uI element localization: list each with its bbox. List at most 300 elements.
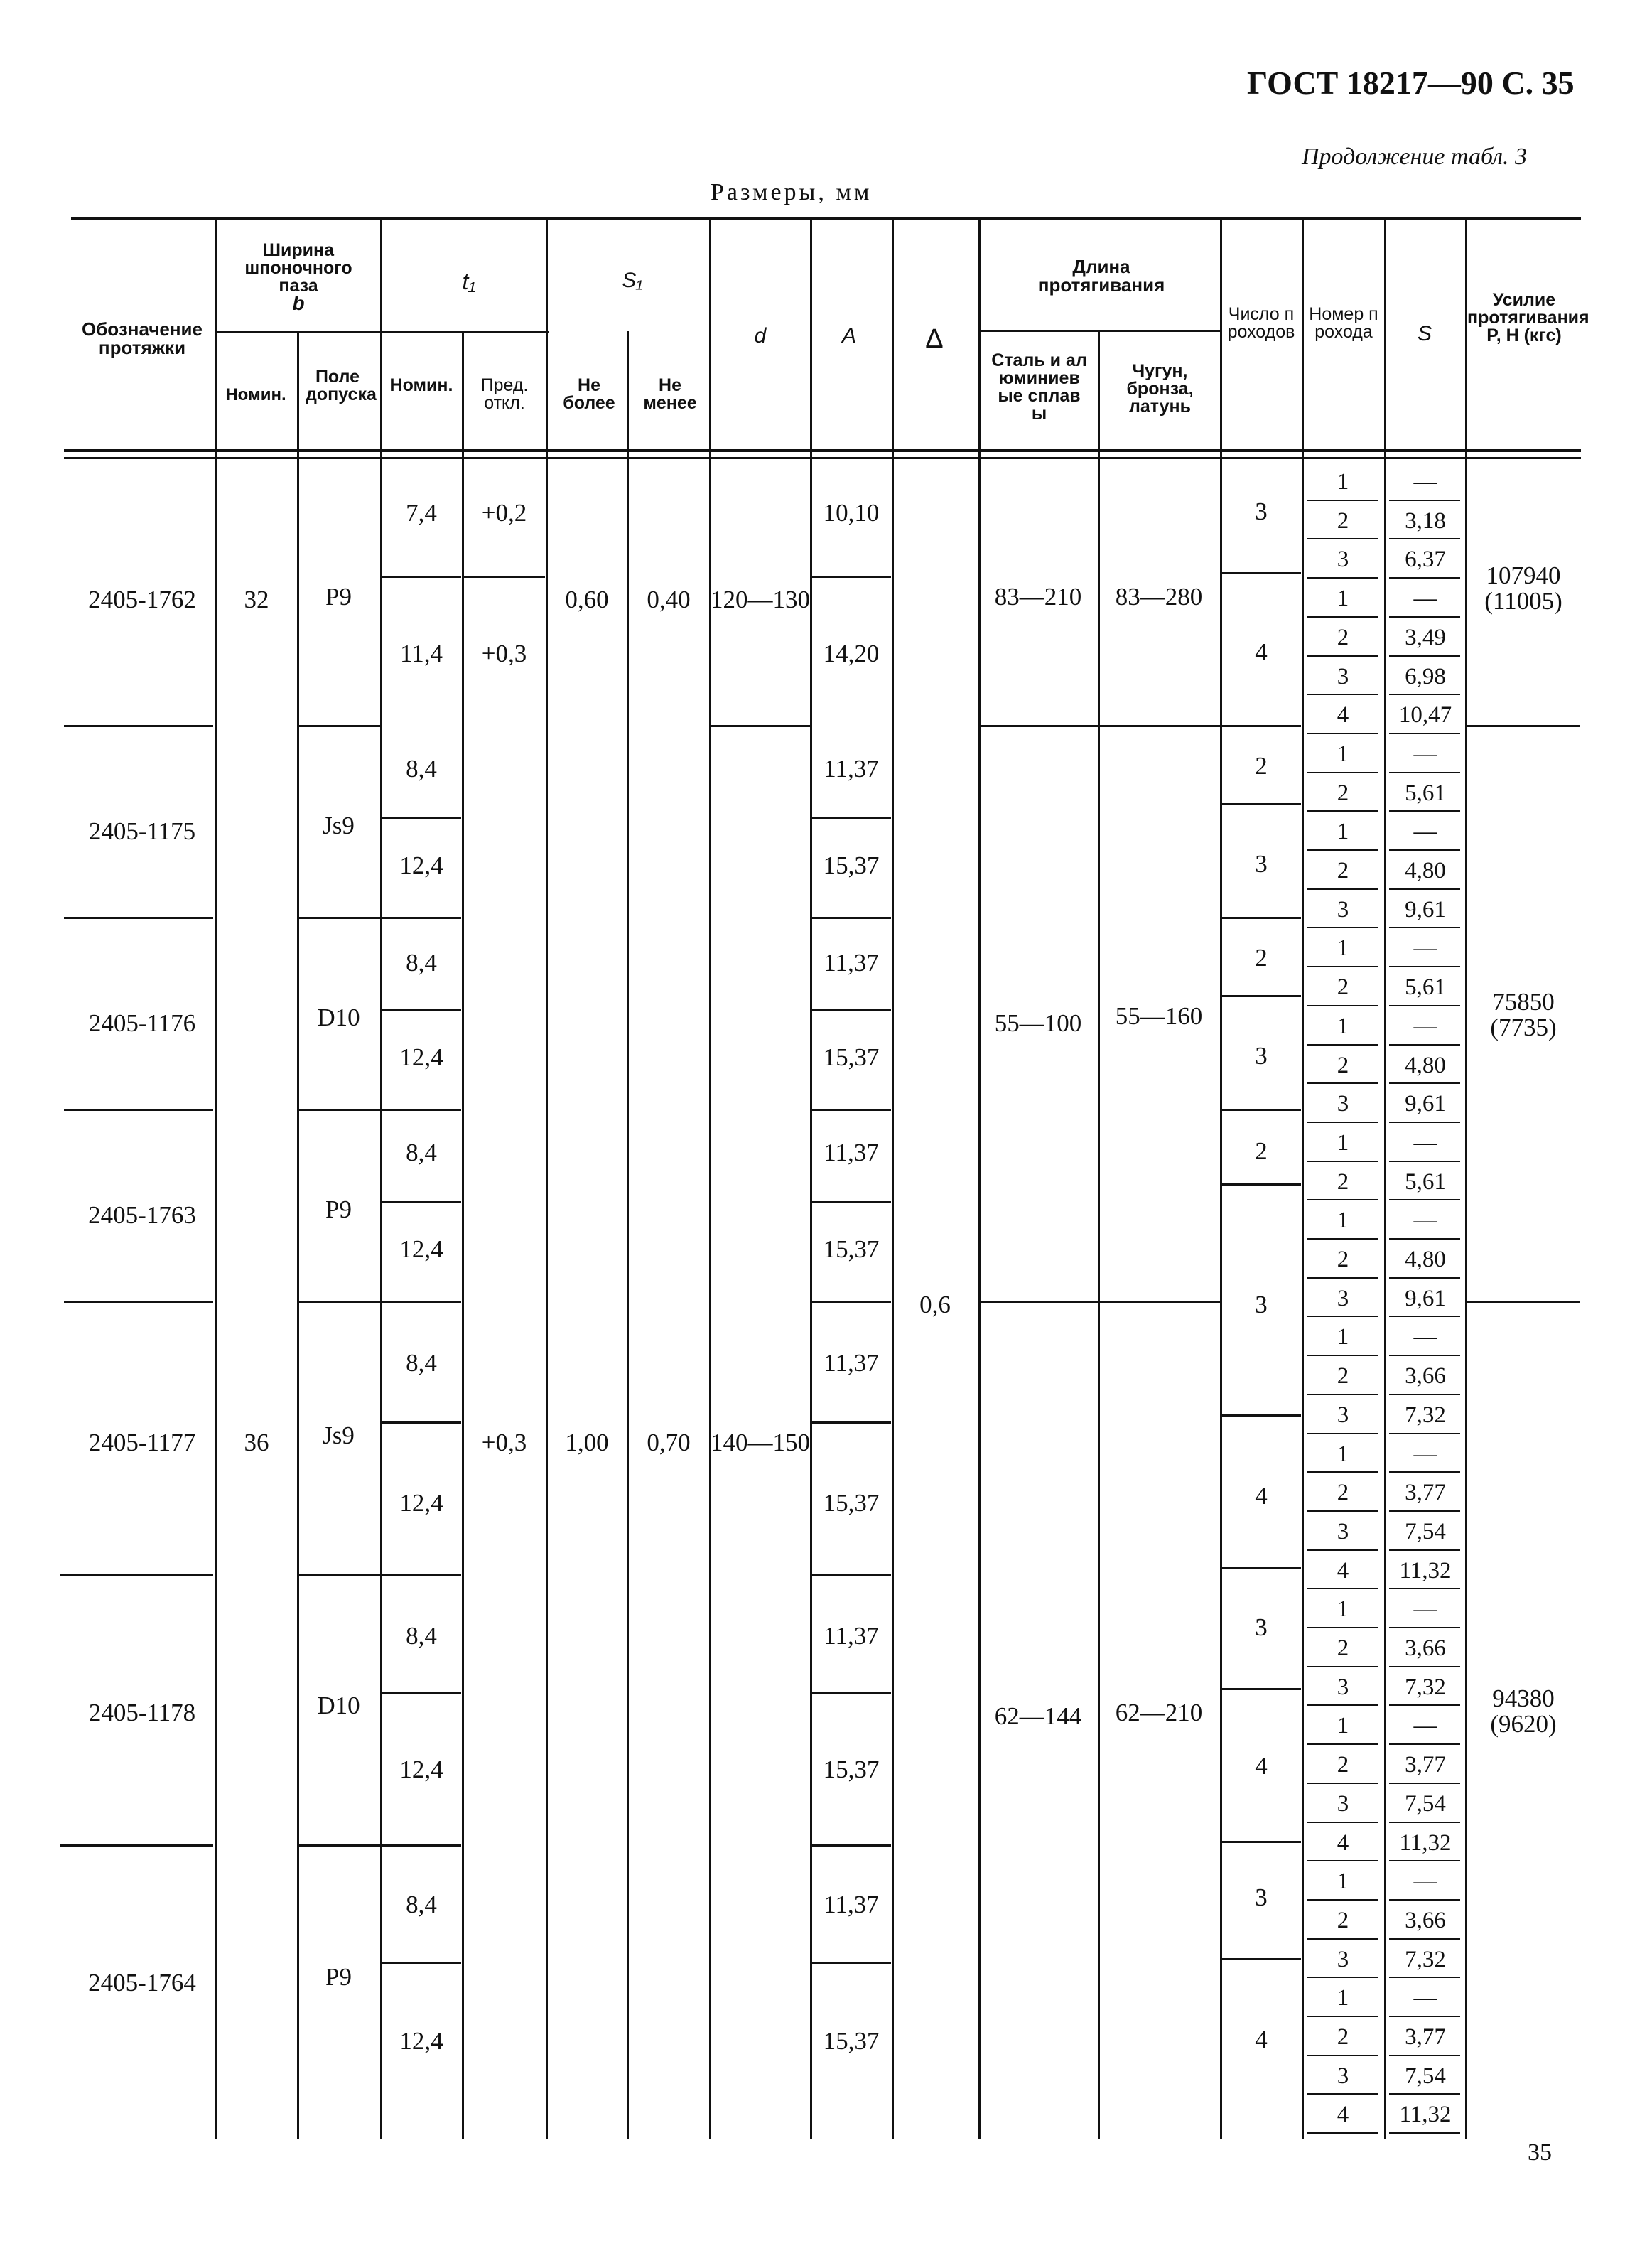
pass-underline — [1307, 1044, 1378, 1046]
s-underline — [1389, 1743, 1460, 1745]
header-t1: t₁ — [462, 269, 476, 294]
length-iron: 62—210 — [1115, 1699, 1203, 1726]
t1-value: 12,4 — [399, 1756, 443, 1783]
s-value: 9,61 — [1405, 1285, 1446, 1311]
s-value: — — [1413, 1596, 1437, 1623]
s-underline — [1389, 538, 1460, 539]
s-underline — [1389, 1899, 1460, 1901]
s-underline — [1389, 1860, 1460, 1861]
t1-value: 12,4 — [399, 1489, 443, 1517]
pass-underline — [1307, 1005, 1378, 1006]
row-separator — [64, 1301, 213, 1303]
col-rule — [215, 220, 217, 2139]
sub-separator — [382, 1844, 461, 1847]
header-bottom-rule-2 — [64, 457, 1581, 459]
s-value: — — [1413, 1869, 1437, 1895]
s-underline — [1389, 1510, 1460, 1512]
pass-underline — [1307, 733, 1378, 734]
sub-separator — [382, 917, 461, 919]
s-value: 4,80 — [1405, 1052, 1446, 1078]
passes-count: 2 — [1255, 944, 1268, 972]
passes-count: 3 — [1255, 850, 1268, 878]
s-underline — [1389, 849, 1460, 851]
sub-separator — [811, 1201, 891, 1203]
pass-underline — [1307, 1122, 1378, 1123]
sub-separator — [382, 1574, 461, 1576]
pass-underline — [1307, 1510, 1378, 1512]
s-underline — [1389, 733, 1460, 734]
a-value: 15,37 — [823, 1043, 880, 1071]
length-steel: 55—100 — [994, 1009, 1082, 1037]
group-separator — [980, 725, 1220, 727]
pass-underline — [1307, 2093, 1378, 2095]
tolerance-field: Js9 — [323, 1421, 355, 1449]
col-rule — [978, 220, 981, 2139]
s-value: 3,18 — [1405, 507, 1446, 534]
s-value: 7,54 — [1405, 2063, 1446, 2089]
header-nominal: Номин. — [225, 385, 286, 404]
header-t1-nominal: Номин. — [389, 375, 453, 395]
sub-separator — [382, 1421, 461, 1424]
header-bottom-rule — [64, 449, 1581, 452]
t1-value: 8,4 — [406, 1139, 437, 1166]
header-s: S — [1417, 322, 1432, 345]
pass-underline — [1307, 1199, 1378, 1200]
passes-count: 3 — [1255, 1291, 1268, 1318]
pass-underline — [1307, 1549, 1378, 1551]
s-value: — — [1413, 1013, 1437, 1039]
s-value: 5,61 — [1405, 1168, 1446, 1195]
length-iron: 55—160 — [1115, 1002, 1203, 1030]
s-underline — [1389, 1005, 1460, 1006]
sub-separator — [382, 1692, 461, 1694]
pass-underline — [1307, 1588, 1378, 1589]
s-underline — [1389, 1588, 1460, 1589]
pass-underline — [1307, 772, 1378, 773]
passes-separator — [1221, 572, 1301, 574]
s-value: 6,37 — [1405, 547, 1446, 573]
s-value: 4,80 — [1405, 858, 1446, 883]
s1-max: 1,00 — [565, 1429, 609, 1456]
s-value: — — [1413, 1713, 1437, 1739]
s-underline — [1389, 1161, 1460, 1162]
a-value: 15,37 — [823, 2027, 880, 2055]
sub-separator — [811, 576, 891, 578]
pass-number: 2 — [1337, 1247, 1349, 1272]
t1-value: 12,4 — [399, 1043, 443, 1071]
s-value: — — [1413, 469, 1437, 495]
passes-separator — [1221, 1688, 1301, 1690]
s-underline — [1389, 1704, 1460, 1706]
pass-number: 4 — [1337, 1557, 1349, 1584]
s-underline — [1389, 1977, 1460, 1978]
s-underline — [1389, 2093, 1460, 2095]
row-separator — [298, 1301, 380, 1303]
s-underline — [1389, 1277, 1460, 1279]
delta-value: 0,6 — [919, 1291, 951, 1318]
s-value: — — [1413, 819, 1437, 845]
s-underline — [1389, 1199, 1460, 1200]
pass-underline — [1307, 1082, 1378, 1084]
header-t1-deviation: Пред. откл. — [480, 375, 529, 413]
pass-number: 1 — [1337, 586, 1349, 612]
s-underline — [1389, 1783, 1460, 1784]
pass-number: 4 — [1337, 702, 1349, 729]
pass-number: 2 — [1337, 974, 1349, 1001]
s-value: — — [1413, 586, 1437, 612]
s1-min: 0,40 — [647, 586, 691, 613]
s-value: 3,77 — [1405, 2024, 1446, 2050]
passes-count: 3 — [1255, 498, 1268, 525]
s-value: 7,32 — [1405, 1674, 1446, 1700]
passes-count: 2 — [1255, 1137, 1268, 1165]
pass-underline — [1307, 1977, 1378, 1978]
s-value: 7,54 — [1405, 1518, 1446, 1544]
s-value: 3,66 — [1405, 1363, 1446, 1390]
s1-max: 0,60 — [565, 586, 609, 613]
t1-value: 8,4 — [406, 1349, 437, 1377]
force-newton: 94380 — [1492, 1684, 1555, 1712]
designation: 2405-1175 — [88, 817, 196, 845]
s-value: 11,32 — [1399, 1557, 1452, 1584]
pass-number: 4 — [1337, 2102, 1349, 2128]
a-value: 11,37 — [824, 1349, 879, 1377]
passes-count: 3 — [1255, 1042, 1268, 1070]
t1-value: 11,4 — [400, 640, 443, 667]
pass-number: 2 — [1337, 1168, 1349, 1195]
pass-number: 3 — [1337, 1402, 1349, 1428]
pass-number: 2 — [1337, 1635, 1349, 1661]
pass-underline — [1307, 1666, 1378, 1667]
s-underline — [1389, 1549, 1460, 1551]
s-value: — — [1413, 1324, 1437, 1350]
passes-separator — [1221, 1567, 1301, 1569]
t1-value: 8,4 — [406, 1891, 437, 1918]
a-value: 11,37 — [824, 1891, 879, 1918]
tolerance-field: P9 — [325, 583, 352, 611]
pass-number: 1 — [1337, 1869, 1349, 1895]
row-separator — [298, 1574, 380, 1576]
s-underline — [1389, 966, 1460, 967]
s-value: — — [1413, 1985, 1437, 2011]
t1-deviation: +0,2 — [481, 499, 527, 527]
s-value: 6,98 — [1405, 663, 1446, 689]
t1-value: 8,4 — [406, 755, 437, 783]
s-underline — [1389, 2055, 1460, 2056]
tolerance-field: D10 — [317, 1692, 360, 1719]
s-value: 11,32 — [1399, 2102, 1452, 2128]
pass-underline — [1307, 888, 1378, 890]
a-value: 15,37 — [823, 1489, 880, 1517]
s-underline — [1389, 1822, 1460, 1823]
pass-number: 3 — [1337, 547, 1349, 573]
sub-separator — [382, 1962, 461, 1964]
group-separator — [711, 725, 810, 727]
pass-number: 2 — [1337, 780, 1349, 806]
pass-underline — [1307, 927, 1378, 928]
row-separator — [60, 1574, 213, 1576]
s-value: 3,49 — [1405, 624, 1446, 650]
pass-number: 1 — [1337, 469, 1349, 495]
sub-separator — [811, 917, 891, 919]
passes-count: 4 — [1255, 638, 1268, 666]
t1-value: 12,4 — [399, 2027, 443, 2055]
s-underline — [1389, 1355, 1460, 1356]
s-value: 7,32 — [1405, 1946, 1446, 1972]
pass-underline — [1307, 1238, 1378, 1240]
force-kgf: (9620) — [1490, 1710, 1557, 1738]
designation: 2405-1764 — [88, 1969, 196, 1996]
pass-underline — [1307, 1938, 1378, 1940]
pass-underline — [1307, 1433, 1378, 1434]
s-value: — — [1413, 1208, 1437, 1234]
s-value: — — [1413, 935, 1437, 962]
t1-value: 8,4 — [406, 1622, 437, 1650]
a-value: 10,10 — [823, 499, 880, 527]
passes-separator — [1221, 1841, 1301, 1843]
group-separator — [980, 1301, 1220, 1303]
pass-underline — [1307, 538, 1378, 539]
header-d: d — [754, 324, 767, 348]
s-underline — [1389, 1122, 1460, 1123]
s-value: — — [1413, 1441, 1437, 1467]
pass-underline — [1307, 2055, 1378, 2056]
row-separator — [64, 725, 213, 727]
pass-number: 3 — [1337, 1674, 1349, 1700]
passes-count: 3 — [1255, 1613, 1268, 1641]
pass-underline — [1307, 1277, 1378, 1279]
pass-underline — [1307, 500, 1378, 501]
s-underline — [1389, 772, 1460, 773]
sub-separator — [382, 1301, 461, 1303]
header-slot-width: Ширина шпоночного паза — [244, 240, 352, 296]
pass-underline — [1307, 2016, 1378, 2017]
pass-underline — [1307, 1743, 1378, 1745]
a-value: 15,37 — [823, 1235, 880, 1263]
group-separator — [811, 1301, 891, 1303]
table-top-rule — [71, 217, 1581, 220]
pass-number: 3 — [1337, 2063, 1349, 2089]
header-s1-min: Не менее — [643, 375, 697, 413]
header-length-iron: Чугун, бронза, латунь — [1126, 361, 1194, 416]
page-number: 35 — [1528, 2139, 1552, 2166]
s-underline — [1389, 1394, 1460, 1395]
pass-underline — [1307, 1394, 1378, 1395]
s-underline — [1389, 888, 1460, 890]
tolerance-field: D10 — [317, 1004, 360, 1031]
tolerance-field: Js9 — [323, 812, 355, 839]
sub-separator — [382, 1009, 461, 1011]
pass-number: 1 — [1337, 1129, 1349, 1156]
header-length-steel: Сталь и алюминиевые сплавы — [991, 350, 1087, 424]
passes-count: 2 — [1255, 752, 1268, 780]
pass-underline — [1307, 1783, 1378, 1784]
t1-value: 7,4 — [406, 499, 437, 527]
sub-separator — [811, 1009, 891, 1011]
s-value: 9,61 — [1405, 896, 1446, 923]
s-underline — [1389, 1938, 1460, 1940]
pass-underline — [1307, 849, 1378, 851]
s-underline — [1389, 1238, 1460, 1240]
pass-number: 1 — [1337, 1013, 1349, 1039]
s-value: 5,61 — [1405, 974, 1446, 1001]
pass-number: 3 — [1337, 896, 1349, 923]
s-underline — [1389, 1666, 1460, 1667]
col-rule — [709, 220, 711, 2139]
s-value: 3,66 — [1405, 1907, 1446, 1933]
header-broaching-length: Длина протягивания — [1037, 256, 1165, 296]
sub-separator — [811, 817, 891, 819]
t1-value: 12,4 — [399, 1235, 443, 1263]
s-value: 4,80 — [1405, 1247, 1446, 1272]
a-value: 15,37 — [823, 851, 880, 879]
tolerance-field: P9 — [325, 1963, 352, 1991]
passes-separator — [1221, 1183, 1301, 1186]
pass-underline — [1307, 1316, 1378, 1317]
designation: 2405-1177 — [88, 1429, 196, 1456]
row-separator — [64, 917, 213, 919]
header-designation: Обозначение протяжки — [82, 318, 203, 358]
t1-value: 12,4 — [399, 851, 443, 879]
pass-number: 3 — [1337, 1946, 1349, 1972]
pass-underline — [1307, 1899, 1378, 1901]
pass-number: 1 — [1337, 1324, 1349, 1350]
s-value: 9,61 — [1405, 1091, 1446, 1117]
passes-separator — [1221, 803, 1301, 805]
pass-number: 1 — [1337, 1596, 1349, 1623]
col-rule — [1465, 220, 1467, 2139]
pass-underline — [1307, 2132, 1378, 2134]
pass-number: 1 — [1337, 819, 1349, 845]
row-separator — [298, 1844, 380, 1847]
passes-separator — [1221, 725, 1301, 727]
s-underline — [1389, 1082, 1460, 1084]
s-value: — — [1413, 1129, 1437, 1156]
s-value: — — [1413, 741, 1437, 767]
passes-count: 4 — [1255, 2026, 1268, 2053]
a-value: 11,37 — [824, 949, 879, 977]
force-kgf: (11005) — [1484, 587, 1562, 615]
passes-count: 3 — [1255, 1883, 1268, 1911]
designation: 2405-1178 — [88, 1699, 196, 1726]
sub-separator — [811, 1109, 891, 1111]
pass-underline — [1307, 1161, 1378, 1162]
s-underline — [1389, 927, 1460, 928]
sub-separator — [382, 576, 461, 578]
pass-number: 1 — [1337, 1985, 1349, 2011]
t1-deviation: +0,3 — [481, 640, 527, 667]
force-newton: 75850 — [1492, 988, 1555, 1016]
d-value: 120—130 — [711, 586, 810, 613]
pass-underline — [1307, 577, 1378, 579]
s-value: 11,32 — [1399, 1829, 1452, 1856]
pass-number: 3 — [1337, 1091, 1349, 1117]
header-s1-max: Не более — [563, 375, 615, 413]
s-underline — [1389, 1316, 1460, 1317]
pass-number: 4 — [1337, 1829, 1349, 1856]
sub-separator — [382, 1109, 461, 1111]
pass-number: 2 — [1337, 858, 1349, 883]
tolerance-field: P9 — [325, 1195, 352, 1223]
t1-value: 8,4 — [406, 949, 437, 977]
row-separator — [64, 1109, 213, 1111]
header-tolerance: Поле допуска — [306, 367, 377, 404]
row-separator — [298, 917, 380, 919]
row-separator — [298, 725, 380, 727]
pass-number: 2 — [1337, 1907, 1349, 1933]
sub-separator — [382, 1201, 461, 1203]
units-label: Размеры, мм — [711, 179, 873, 205]
s-value: 7,54 — [1405, 1790, 1446, 1817]
pass-number: 1 — [1337, 935, 1349, 962]
force-separator — [1467, 1301, 1580, 1303]
sub-separator — [811, 1962, 891, 1964]
a-value: 11,37 — [824, 1622, 879, 1650]
pass-number: 1 — [1337, 1208, 1349, 1234]
s-underline — [1389, 810, 1460, 812]
pass-number: 3 — [1337, 1285, 1349, 1311]
pass-underline — [1307, 1355, 1378, 1356]
s-underline — [1389, 500, 1460, 501]
a-value: 11,37 — [824, 755, 879, 783]
sub-separator — [811, 1421, 891, 1424]
col-rule — [892, 220, 894, 2139]
s-underline — [1389, 2132, 1460, 2134]
length-steel: 83—210 — [994, 583, 1082, 611]
pass-number: 3 — [1337, 1790, 1349, 1817]
passes-separator — [1221, 1958, 1301, 1960]
s-underline — [1389, 1433, 1460, 1434]
pass-number: 2 — [1337, 1363, 1349, 1390]
s-value: 5,61 — [1405, 780, 1446, 806]
pass-underline — [1307, 1822, 1378, 1823]
d-value: 140—150 — [711, 1429, 810, 1456]
designation: 2405-1762 — [88, 586, 196, 613]
force-kgf: (7735) — [1490, 1014, 1557, 1041]
s1-min: 0,70 — [647, 1429, 691, 1456]
header-s1: S₁ — [622, 269, 643, 292]
running-header: ГОСТ 18217—90 С. 35 — [1247, 65, 1575, 101]
pass-underline — [1307, 810, 1378, 812]
s-value: 3,77 — [1405, 1480, 1446, 1506]
row-separator — [60, 1844, 213, 1847]
passes-count: 4 — [1255, 1482, 1268, 1510]
pass-number: 1 — [1337, 1713, 1349, 1739]
sub-separator — [811, 1692, 891, 1694]
pass-underline — [1307, 1704, 1378, 1706]
passes-separator — [1221, 995, 1301, 997]
s-underline — [1389, 655, 1460, 657]
designation: 2405-1176 — [88, 1009, 196, 1037]
passes-separator — [1221, 917, 1301, 919]
header-force: Усилие протягивания P, Н (кгс) — [1467, 290, 1589, 345]
force-newton: 107940 — [1486, 561, 1561, 589]
header-slot-width-symbol: b — [292, 292, 305, 314]
pass-number: 2 — [1337, 1752, 1349, 1778]
s-value: 7,32 — [1405, 1402, 1446, 1428]
passes-separator — [1221, 1109, 1301, 1111]
s-underline — [1389, 616, 1460, 618]
slot-nominal: 36 — [244, 1429, 269, 1456]
s-underline — [1389, 694, 1460, 695]
designation: 2405-1763 — [88, 1201, 196, 1229]
s-value: 3,66 — [1405, 1635, 1446, 1661]
pass-number: 2 — [1337, 507, 1349, 534]
s-value: 10,47 — [1398, 702, 1452, 729]
pass-number: 2 — [1337, 2024, 1349, 2050]
t1-deviation: +0,3 — [481, 1429, 527, 1456]
pass-number: 3 — [1337, 663, 1349, 689]
